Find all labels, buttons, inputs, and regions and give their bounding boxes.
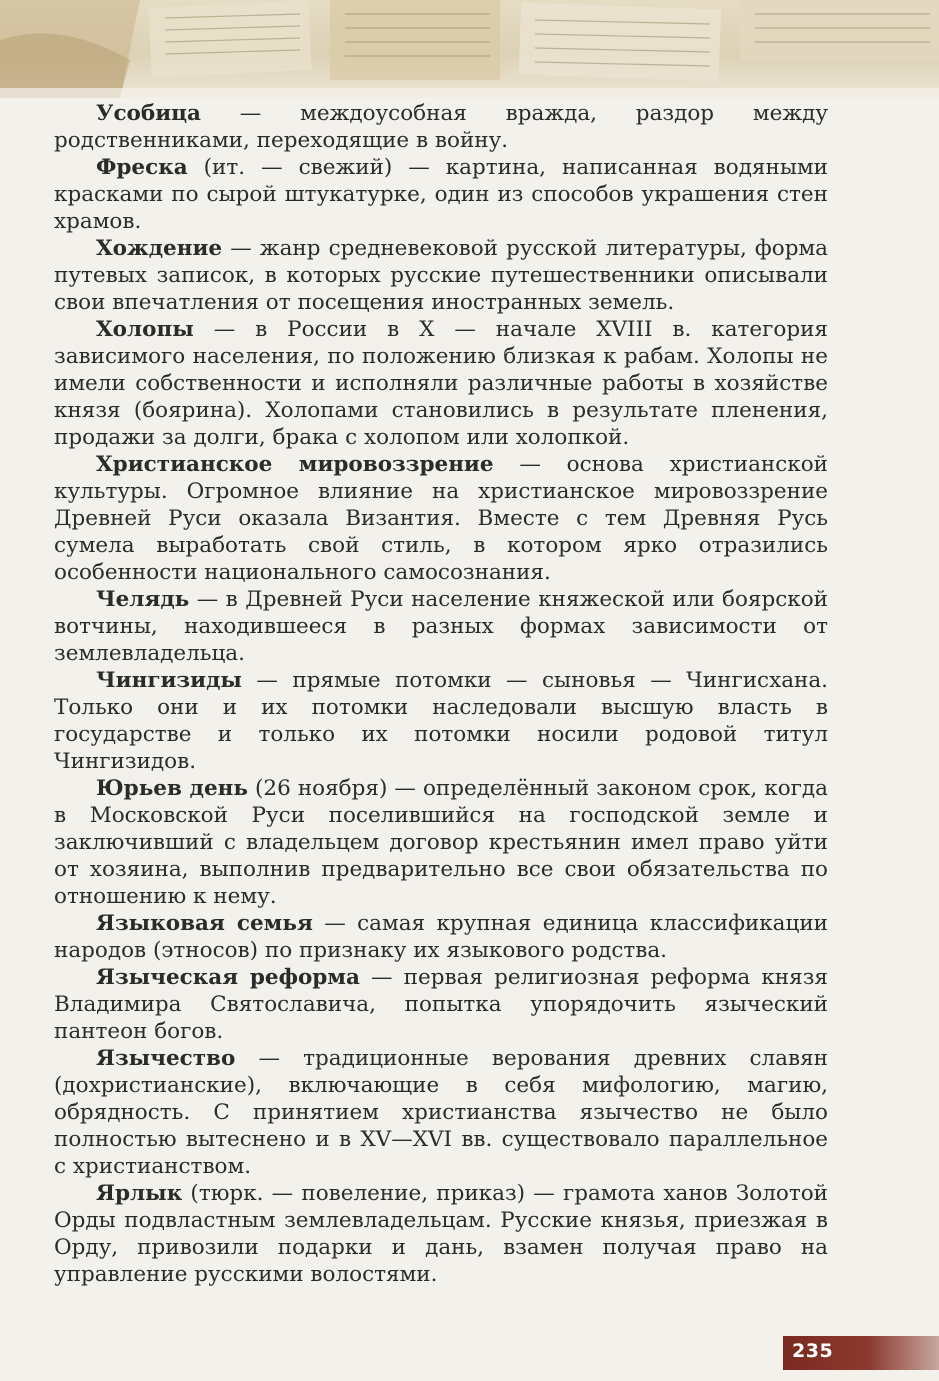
glossary-entry-usobitsa: [54, 100, 828, 154]
decorative-header-band: [0, 0, 939, 98]
glossary-definition: — в России в X — начале XVIII в. категория зависимого населения, по положению близкая к рабам. Холопы не имели собственности и исполняли различные работы в хозяйстве князя (боярина). Холопами становились в результате пленения, продажи за долги, брака с холопом или холопкой.: [54, 317, 828, 450]
glossary-entry-khozhdenie: [54, 235, 828, 316]
glossary-entry-freska: [54, 154, 828, 235]
glossary-entry-khristianskoe: [54, 451, 828, 586]
glossary-definition: — прямые потомки — сыновья — Чингисхана. Только они и их потомки наследовали высшую власть в государстве и только их потомки носили родовой титул Чингизидов.: [54, 668, 828, 774]
glossary-term: Хождение: [96, 236, 223, 261]
glossary-term: Ярлык: [96, 1181, 183, 1206]
glossary-definition: — междоусобная вражда, раздор между родственниками, переходящие в войну.: [54, 101, 828, 153]
glossary-term: Усобица: [96, 101, 201, 126]
glossary-term: Чингизиды: [96, 668, 242, 693]
glossary-text: [54, 100, 828, 1288]
glossary-definition: — самая крупная единица классификации народов (этносов) по признаку их языкового родства.: [54, 911, 828, 963]
glossary-definition: (тюрк. — повеление, приказ) — грамота ханов Золотой Орды подвластным землевладельцам. Русские князья, приезжая в Орду, привозили подарки и дань, взамен получая право на управление русскими волостями.: [54, 1181, 828, 1287]
glossary-definition: — основа христианской культуры. Огромное влияние на христианское мировоззрение Древней Руси оказала Византия. Вместе с тем Древняя Русь сумела выработать свой стиль, в котором ярко отразились особенности национального самосознания.: [54, 452, 828, 585]
glossary-entry-yazykovaya-semya: [54, 910, 828, 964]
glossary-definition: — первая религиозная реформа князя Владимира Святославича, попытка упорядочить языческий пантеон богов.: [54, 965, 828, 1044]
glossary-term: Челядь: [96, 587, 190, 612]
glossary-entry-yarlyk: [54, 1180, 828, 1288]
page-number: 235: [792, 1340, 834, 1362]
glossary-definition: (26 ноября) — определённый законом срок, когда в Московской Руси поселившийся на господской земле и заключивший с владельцем договор крестьянин имел право уйти от хозяина, выполнив предварительно все свои обязательства по отношению к нему.: [54, 776, 828, 909]
manuscript-collage-illustration: [0, 0, 939, 98]
glossary-entry-yazychestvo: [54, 1045, 828, 1180]
glossary-term: Языковая семья: [96, 911, 313, 936]
glossary-term: Христианское мировоззрение: [96, 452, 494, 477]
glossary-definition: — жанр средневековой русской литературы, форма путевых записок, в которых русские путешественники описывали свои впечатления от посещения иностранных земель.: [54, 236, 828, 315]
glossary-term: Юрьев день: [96, 776, 248, 801]
glossary-term: Язычество: [96, 1046, 236, 1071]
glossary-definition: — традиционные верования древних славян (дохристианские), включающие в себя мифологию, магию, обрядность. С принятием христианства язычество не было полностью вытеснено и в XV—XVI вв. существовало параллельное с христианством.: [54, 1046, 828, 1179]
glossary-term: Языческая реформа: [96, 965, 360, 990]
glossary-entry-kholopy: [54, 316, 828, 451]
glossary-term: Холопы: [96, 317, 194, 342]
glossary-definition: (ит. — свежий) — картина, написанная водяными красками по сырой штукатурке, один из способов украшения стен храмов.: [54, 155, 828, 234]
glossary-entry-yazycheskaya-reforma: [54, 964, 828, 1045]
glossary-definition: — в Древней Руси население княжеской или боярской вотчины, находившееся в разных формах зависимости от землевладельца.: [54, 587, 828, 666]
glossary-entry-yuriev-den: [54, 775, 828, 910]
glossary-entry-chelyad: [54, 586, 828, 667]
glossary-entry-chingizidy: [54, 667, 828, 775]
glossary-term: Фреска: [96, 155, 188, 180]
